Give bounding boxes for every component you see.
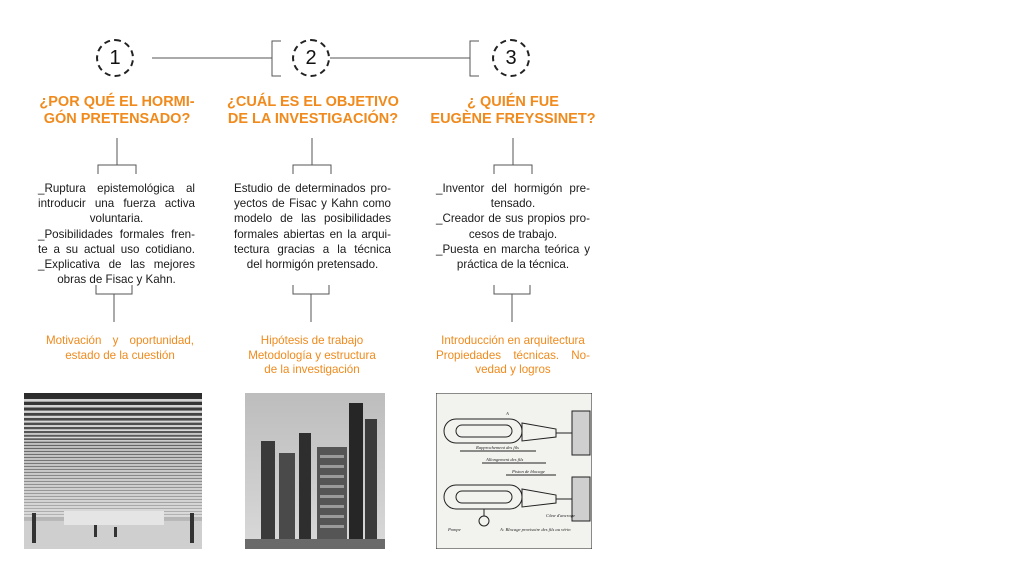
drawing-label-pompe: Pompe <box>448 527 461 532</box>
step-title-2: ¿CUÁL ES EL OBJETIVO DE LA INVESTIGACIÓN? <box>227 94 399 127</box>
step-description-1: _Ruptura epistemológica al introducir una fuerza activa voluntaria. _Posibilidades formales fren- te a su actual uso cotidiano. _Explicativa de las mejores obras de Fisac y Kahn. <box>38 182 195 287</box>
step-subtitle-1: Motivación y oportunidad, estado de la cuestión <box>46 334 194 362</box>
step-number-1: 1 <box>96 39 134 77</box>
drawing-label-rapprochement: Rapprochement des fils <box>476 445 519 450</box>
step-title-1: ¿POR QUÉ EL HORMI- GÓN PRETENSADO? <box>39 94 195 127</box>
bracket-2-left <box>272 41 281 76</box>
concrete-towers-photo <box>245 393 385 549</box>
step-description-2: Estudio de determinados pro- yectos de Fisac y Kahn como modelo de las posibilidades formales abiertas en la arqui- tectura gracias a la técnica del hormigón pretensado. <box>234 182 391 272</box>
step-title-3: ¿ QUIÉN FUE EUGÈNE FREYSSINET? <box>430 94 596 127</box>
step-number-3: 3 <box>492 39 530 77</box>
drawing-label-piston: Piston de blocage <box>512 469 545 474</box>
drawing-label-allongement: Allongement des fils <box>486 457 524 462</box>
bracket-desc-1 <box>98 165 136 174</box>
prestressing-jack-drawing <box>436 393 592 549</box>
bracket-sub-3 <box>494 285 530 294</box>
bracket-desc-3 <box>494 165 532 174</box>
step-subtitle-3: Introducción en arquitectura Propiedades técnicas. No- vedad y logros <box>436 334 590 376</box>
bracket-desc-2 <box>293 165 331 174</box>
step-subtitle-2: Hipótesis de trabajo Metodología y estructura de la investigación <box>248 334 376 376</box>
drawing-caption: A: Blocage provisoire des fils au vérin <box>500 527 571 532</box>
bracket-3-left <box>470 41 479 76</box>
ribbed-concrete-ceiling-photo <box>24 393 202 549</box>
drawing-label-cone: Cône d'ancrage <box>546 513 576 518</box>
step-number-2: 2 <box>292 39 330 77</box>
step-description-3: _Inventor del hormigón pre- tensado. _Creador de sus propios pro- cesos de trabajo. _Puesta en marcha teórica y práctica de la técnica. <box>436 182 590 272</box>
bracket-sub-2 <box>293 285 329 294</box>
drawing-label-a: A <box>506 411 509 416</box>
